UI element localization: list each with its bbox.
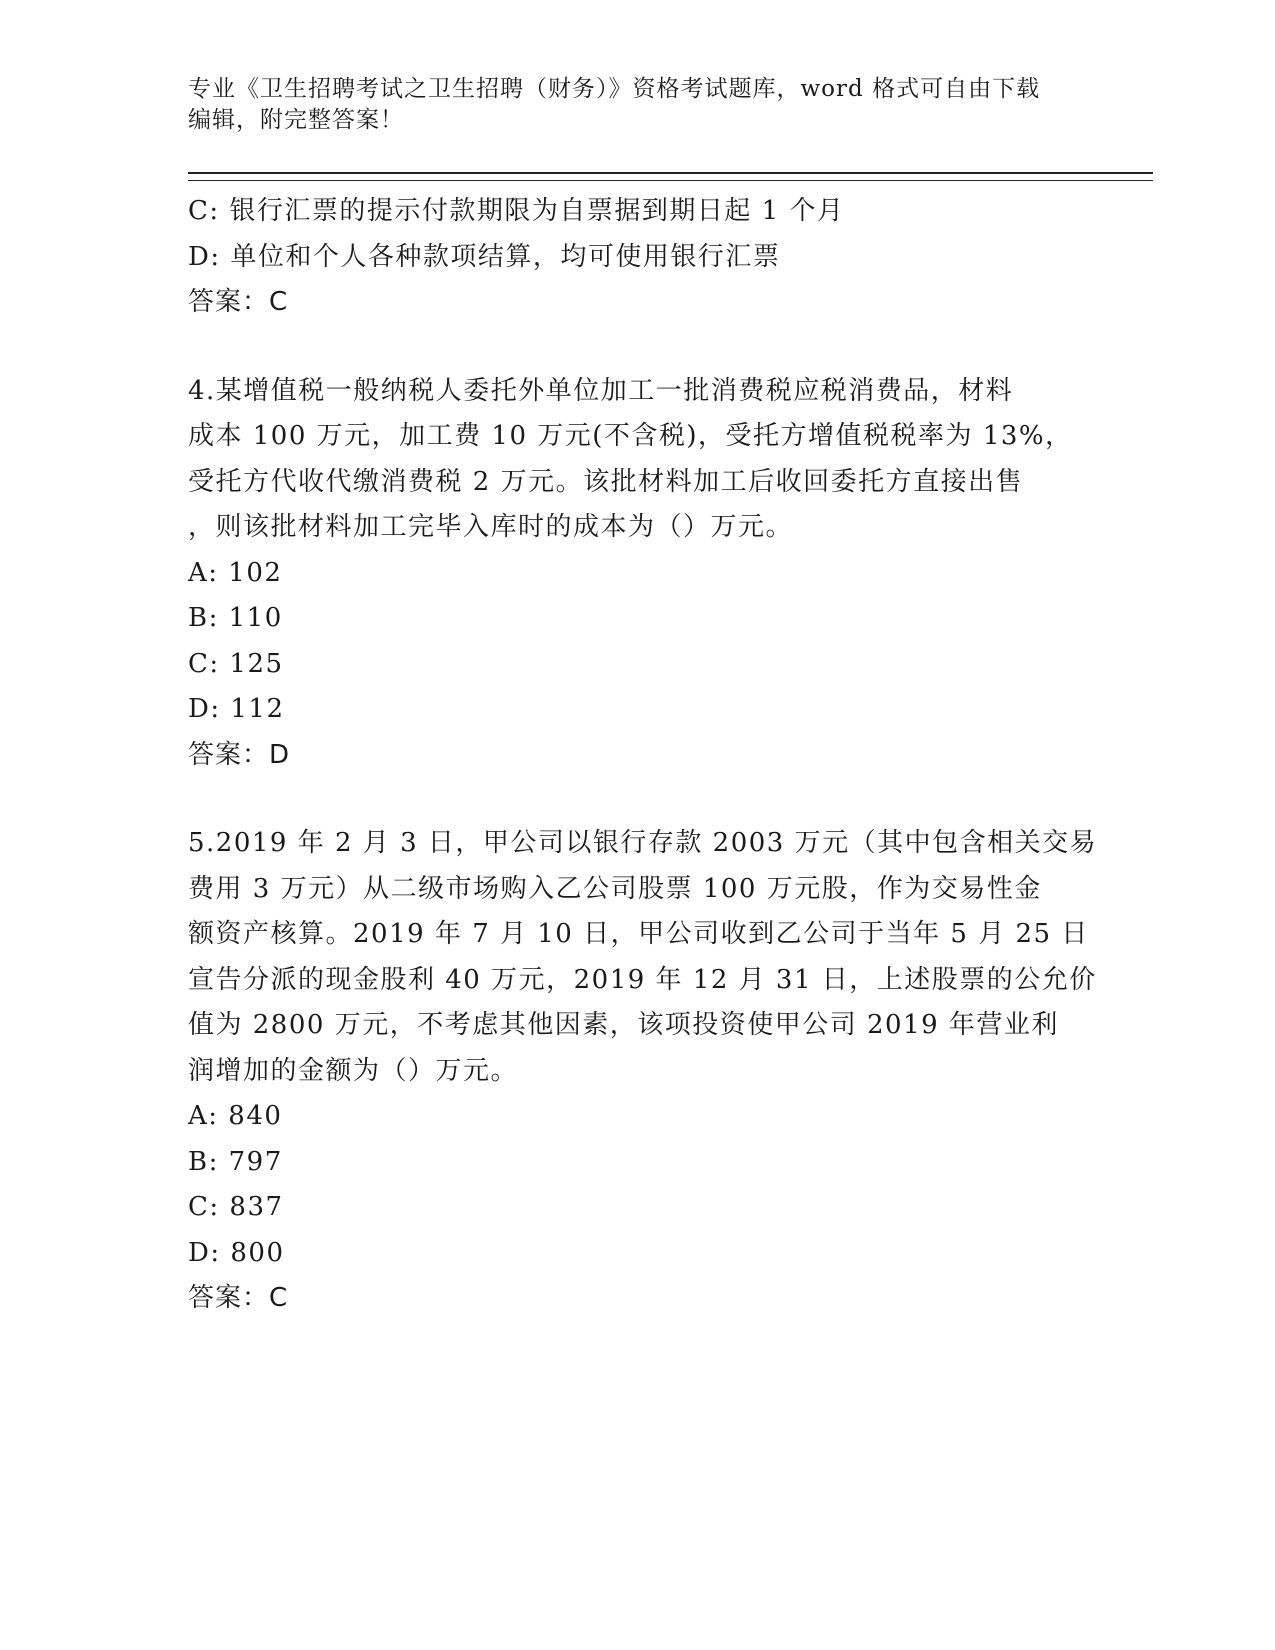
question-text-line: 5.2019 年 2 月 3 日，甲公司以银行存款 2003 万元（其中包含相关交易 <box>188 828 1098 858</box>
option-d: D: 800 <box>188 1237 285 1268</box>
spacer <box>188 326 1088 369</box>
option-d: D: 112 <box>188 694 285 724</box>
header-line: 专业《卫生招聘考试之卫生招聘（财务）》资格考试题库，word 格式可自由下载 <box>188 76 1041 102</box>
question-text-line: 受托方代收代缴消费税 2 万元。该批材料加工后收回委托方直接出售 <box>188 466 1024 497</box>
question-text-line: 4.某增值税一般纳税人委托外单位加工一批消费税应税消费品，材料 <box>188 375 1014 406</box>
option-c: C: 银行汇票的提示付款期限为自票据到期日起 1 个月 <box>188 196 845 226</box>
answer-line: 答案：C <box>188 287 289 317</box>
question-text-line: 费用 3 万元）从二级市场购入乙公司股票 100 万元股，作为交易性金 <box>188 873 1042 904</box>
answer-line: 答案：D <box>188 739 291 770</box>
option-a: A: 102 <box>188 557 283 588</box>
question-fragment <box>188 189 1088 326</box>
question-text-line: ，则该批材料加工完毕入库时的成本为（）万元。 <box>188 512 794 542</box>
question-text-line: 润增加的金额为（）万元。 <box>188 1055 519 1086</box>
header-divider-thin <box>188 180 1153 181</box>
question-4 <box>188 369 1088 779</box>
answer-line: 答案：C <box>188 1283 289 1313</box>
option-a: A: 840 <box>188 1101 283 1131</box>
question-content <box>188 189 1098 1322</box>
option-b: B: 797 <box>188 1146 283 1177</box>
option-d: D: 单位和个人各种款项结算，均可使用银行汇票 <box>188 241 781 272</box>
document-header <box>188 74 1088 136</box>
question-text-line: 额资产核算。2019 年 7 月 10 日，甲公司收到乙公司于当年 5 月 25 日 <box>188 919 1089 949</box>
spacer <box>188 778 1088 821</box>
question-5 <box>188 821 1098 1322</box>
header-line: 编辑，附完整答案！ <box>188 107 404 133</box>
option-c: C: 837 <box>188 1192 284 1222</box>
question-text-line: 成本 100 万元，加工费 10 万元(不含税)，受托方增值税税率为 13%， <box>188 421 1073 451</box>
option-b: B: 110 <box>188 603 283 633</box>
option-c: C: 125 <box>188 648 284 679</box>
header-divider-thick <box>188 172 1153 174</box>
question-text-line: 值为 2800 万元，不考虑其他因素，该项投资使甲公司 2019 年营业利 <box>188 1010 1059 1040</box>
question-text-line: 宣告分派的现金股利 40 万元，2019 年 12 月 31 日，上述股票的公允价 <box>188 964 1097 995</box>
